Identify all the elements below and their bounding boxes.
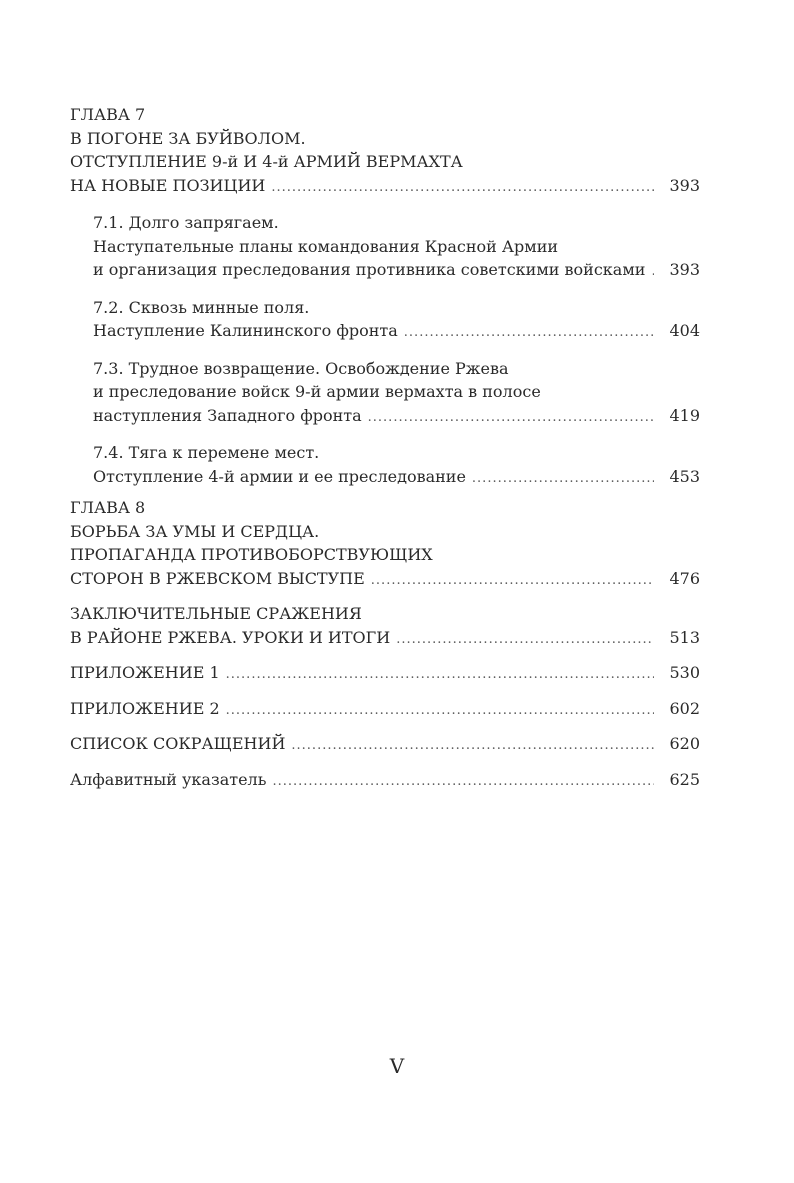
- toc-line: ЗАКЛЮЧИТЕЛЬНЫЕ СРАЖЕНИЯ: [70, 604, 362, 623]
- toc-entry-title: Наступление Калининского фронта: [93, 321, 398, 340]
- dot-leader: [404, 321, 654, 345]
- dot-leader: [472, 467, 654, 491]
- toc-page-number: 453: [669, 466, 700, 486]
- toc-line: Наступательные планы командования Красной Армии: [93, 236, 559, 256]
- toc-page-number: 625: [669, 769, 700, 789]
- toc-page-number: 530: [669, 663, 700, 682]
- toc-page-number: 513: [669, 627, 700, 647]
- toc-line: ГЛАВА 7: [70, 105, 146, 124]
- toc-entry-title: Отступление 4-й армии и ее преследование: [93, 466, 466, 486]
- page-number: V: [389, 1054, 405, 1078]
- toc-entry-section-7-3[interactable]: [70, 357, 700, 430]
- toc-entry-title: и организация преследования противника советскими войсками: [93, 260, 646, 279]
- toc-entry-title: НА НОВЫЕ ПОЗИЦИИ: [70, 175, 266, 195]
- toc-entry-title: наступления Западного фронта: [93, 405, 362, 425]
- toc-line: 7.3. Трудное возвращение. Освобождение Ржева: [93, 358, 509, 378]
- toc-entry-title: Алфавитный указатель: [70, 769, 267, 789]
- dot-leader: [368, 406, 654, 430]
- toc-line: 7.4. Тяга к перемене мест.: [93, 443, 320, 462]
- toc-line: 7.2. Сквозь минные поля.: [93, 297, 310, 317]
- toc-entry-title: В РАЙОНЕ РЖЕВА. УРОКИ И ИТОГИ: [70, 627, 391, 647]
- dot-leader: [396, 628, 654, 652]
- toc-line: и преследование войск 9-й армии вермахта в полосе: [93, 382, 541, 401]
- toc-page-number: 393: [669, 175, 700, 195]
- toc-line: 7.1. Долго запрягаем.: [93, 213, 279, 232]
- toc-page-number: 393: [669, 260, 700, 279]
- dot-leader: [272, 770, 654, 794]
- toc-entry-abbreviations[interactable]: [70, 732, 700, 758]
- toc-line: ГЛАВА 8: [70, 498, 146, 517]
- toc-entry-section-7-2[interactable]: [70, 296, 700, 345]
- toc-page-number: 476: [669, 568, 700, 588]
- toc-entry-section-7-1[interactable]: [70, 211, 700, 284]
- toc-page-number: 620: [669, 734, 700, 753]
- toc-line: БОРЬБА ЗА УМЫ И СЕРДЦА.: [70, 521, 320, 541]
- table-of-contents: [70, 103, 700, 793]
- toc-entry-chapter-8[interactable]: [70, 496, 700, 592]
- toc-entry-title: ПРИЛОЖЕНИЕ 1: [70, 663, 220, 682]
- toc-entry-section-7-4[interactable]: [70, 441, 700, 490]
- toc-line: ПРОПАГАНДА ПРОТИВОБОРСТВУЮЩИХ: [70, 545, 433, 564]
- dot-leader: [291, 734, 654, 758]
- toc-entry-title: ПРИЛОЖЕНИЕ 2: [70, 698, 220, 718]
- toc-entry-index[interactable]: [70, 768, 700, 794]
- dot-leader: [371, 569, 654, 593]
- toc-page-number: 602: [669, 698, 700, 718]
- toc-page-number: 404: [669, 321, 700, 340]
- dot-leader: [226, 699, 654, 723]
- toc-line: ОТСТУПЛЕНИЕ 9-й И 4-й АРМИЙ ВЕРМАХТА: [70, 152, 463, 171]
- dot-leader: [651, 260, 654, 284]
- toc-entry-appendix-2[interactable]: [70, 697, 700, 723]
- toc-entry-title: СПИСОК СОКРАЩЕНИЙ: [70, 734, 286, 753]
- toc-entry-chapter-7[interactable]: [70, 103, 700, 199]
- toc-page-number: 419: [669, 405, 700, 425]
- dot-leader: [271, 176, 654, 200]
- toc-entry-title: СТОРОН В РЖЕВСКОМ ВЫСТУПЕ: [70, 568, 365, 588]
- toc-entry-appendix-1[interactable]: [70, 661, 700, 687]
- toc-entry-final-battles[interactable]: [70, 602, 700, 651]
- toc-line: В ПОГОНЕ ЗА БУЙВОЛОМ.: [70, 128, 306, 148]
- dot-leader: [226, 663, 654, 687]
